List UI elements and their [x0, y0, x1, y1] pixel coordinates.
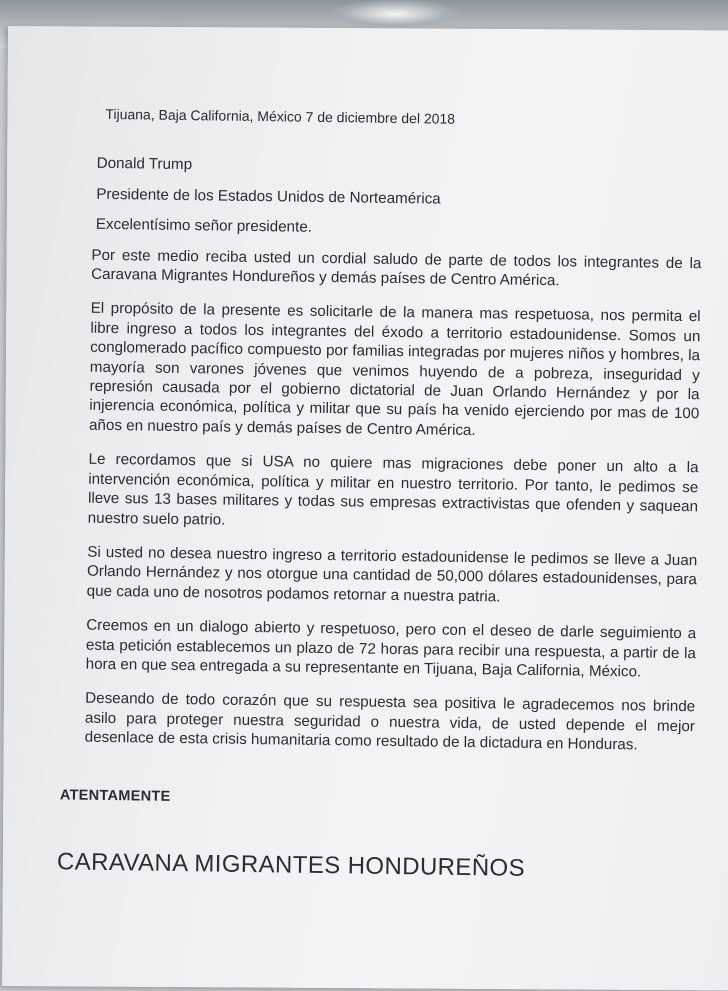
- paragraph-deadline: Creemos en un dialogo abierto y respetuoso, pero con el deseo de darle seguimiento a esta petición establecemos un plazo de 72 horas para recibir una respuesta, a partir de la hora en que sea entregada a su representante en Tijuana, Baja California, México.: [85, 616, 697, 681]
- addressee-block: [96, 154, 703, 243]
- signature: CARAVANA MIGRANTES HONDUREÑOS: [56, 848, 526, 882]
- dateline: Tijuana, Baja California, México 7 de diciembre del 2018: [105, 105, 456, 127]
- paragraph-reminder: Le recordamos que si USA no quiere mas migraciones debe poner un alto a la intervención económica, política y militar en nuestro territorio. Por tanto, le pedimos se lleve sus 13 bases militares y todas sus empresas extractivistas que ofenden y saquean nuestro suelo patrio.: [87, 450, 699, 529]
- letter-body: [57, 104, 704, 880]
- recipient-title: Presidente de los Estados Unidos de Norteamérica: [96, 185, 441, 208]
- glass-reflection: [330, 0, 460, 28]
- paragraph-purpose: El propósito de la presente es solicitarle de la manera mas respetuosa, nos permita el libre ingreso a todos los integrantes del éxodo a territorio estadounidense. Somos un conglomerado pacífico compuesto por familias integradas por mujeres niños y hombres, la mayoría son varones jóvenes que venimos huyendo de a pobreza, inseguridad y represión causada por el gobierno dictatorial de Juan Orlando Hernández y por la injerencia económica, política y militar que su país ha venido ejerciendo por mas de 100 años en nuestro país y demás países de Centro América.: [88, 300, 701, 439]
- paragraph-greeting: Por este medio reciba usted un cordial saludo de parte de todos los integrantes de la Caravana Migrantes Hondureños y demás países de Centro América.: [91, 246, 702, 290]
- salutation: Excelentísimo señor presidente.: [95, 215, 313, 237]
- letter-sheet: [2, 26, 728, 991]
- closing: ATENTAMENTE: [59, 786, 171, 805]
- paragraph-asylum-request: Deseando de todo corazón que su respuesta sea positiva le agradecemos nos brinde asilo para proteger nuestra seguridad o nuestra vida, de usted depende el mejor desenlace de esta crisis humanitaria como resultado de la dictadura en Honduras.: [84, 690, 696, 754]
- recipient-name: Donald Trump: [96, 155, 193, 174]
- paragraph-alternative-request: Si usted no desea nuestro ingreso a territorio estadounidense le pedimos se lleve a Juan Orlando Hernández y nos otorgue una cantidad de 50,000 dólares estadounidenses, para que cada uno de nosotros podamos retornar a nuestra patria.: [86, 543, 698, 606]
